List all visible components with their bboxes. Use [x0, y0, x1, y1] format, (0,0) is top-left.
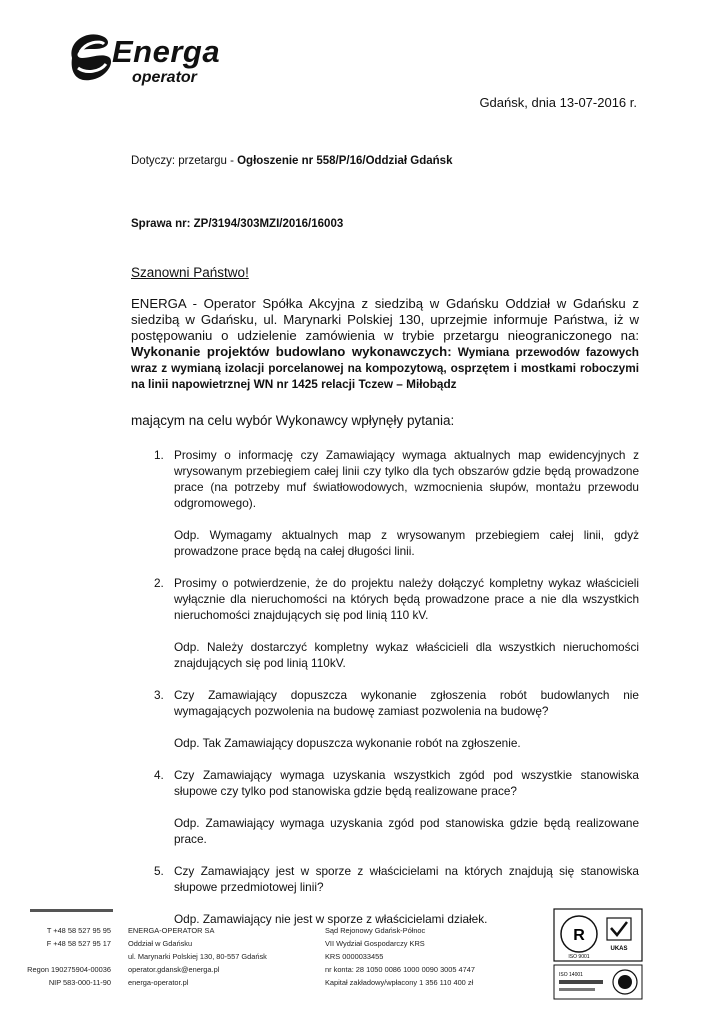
- cert-label-iso14001: ISO 14001: [559, 972, 583, 978]
- footer-capital: Kapitał zakładowy/wpłacony 1 356 110 400 zł: [325, 978, 474, 987]
- footer-branch: Oddział w Gdańsku: [128, 939, 193, 948]
- footer-website[interactable]: energa-operator.pl: [128, 978, 189, 987]
- question-number: 1.: [154, 448, 164, 462]
- answer-text: Odp. Tak Zamawiający dopuszcza wykonanie robót na zgłoszenie.: [174, 736, 521, 750]
- certification-badges: [553, 908, 643, 1000]
- tender-title-lead: Wykonanie projektów budowlano wykonawczych:: [131, 344, 452, 359]
- footer-company-column: [128, 924, 267, 989]
- answer-text: Odp. Wymagamy aktualnych map z wrysowanym przebiegiem całej linii, gdyż prowadzone prace będą na całej długości linii.: [174, 528, 639, 558]
- energa-logo: [66, 28, 246, 92]
- cert-label-ukas: UKAS: [610, 946, 628, 952]
- question-item: [154, 687, 639, 751]
- energa-swirl-icon: [66, 28, 114, 86]
- question-text: Czy Zamawiający wymaga uzyskania wszystkich zgód pod wszystkie stanowiska słupowe czy tylko pod stanowiska gdzie będą realizowane prace?: [174, 768, 639, 798]
- greeting: Szanowni Państwo!: [131, 265, 249, 280]
- tender-title-rest: Wymiana przewodów fazowych wraz z wymianą izolacji porcelanowej na kompozytową, osprzętem i mostkami roboczymi na linii napowietrznej WN nr 1425 relacji Tczew – Miłobądz: [131, 345, 639, 391]
- intro-text: ENERGA - Operator Spółka Akcyjna z siedzibą w Gdańsku Oddział w Gdańsku z siedzibą w Gdańsku, ul. Marynarki Polskiej 130, uprzejmie informuje Państwa, iż w postępowaniu o udzielenie zamówienia w trybie przetargu nieograniczonego na:: [131, 296, 639, 343]
- question-item: [154, 767, 639, 847]
- subject-value: Ogłoszenie nr 558/P/16/Oddział Gdańsk: [237, 155, 453, 167]
- question-number: 4.: [154, 768, 164, 782]
- footer-division: VII Wydział Gospodarczy KRS: [325, 939, 425, 948]
- logo-brand: Energa: [112, 34, 221, 69]
- logo-subtitle: operator: [132, 69, 197, 86]
- question-text: Prosimy o potwierdzenie, że do projektu należy dołączyć kompletny wykaz właścicieli wyłącznie dla nieruchomości na których będą prowadzone prace a nie dla wszystkich nieruchomości znajdujących się pod linią 110 kV.: [174, 576, 639, 622]
- footer-account: nr konta: 28 1050 0086 1000 0090 3005 4747: [325, 965, 475, 974]
- question-text: Prosimy o informację czy Zamawiający wymaga aktualnych map ewidencyjnych z wrysowanym przebiegiem całej linii czy tylko dla tych obszarów gdzie będą prowadzone prace (na potrzeby muf światłowodowych, wzmocnienia słupów, montażu przewodu odgromowego).: [174, 448, 639, 510]
- footer-contact-column: [0, 924, 111, 989]
- question-text: Czy Zamawiający jest w sporze z właścicielami na których znajdują się stanowiska słupowe przedmiotowej linii?: [174, 864, 639, 894]
- footer-company-name: ENERGA-OPERATOR SA: [128, 926, 215, 935]
- subject-label: Dotyczy: przetargu -: [131, 155, 238, 167]
- footer-spacer: [0, 950, 111, 963]
- footer-fax: F +48 58 527 95 17: [46, 939, 111, 948]
- question-item: [154, 447, 639, 559]
- case-number: Sprawa nr: ZP/3194/303MZI/2016/16003: [131, 218, 344, 230]
- question-text: Czy Zamawiający dopuszcza wykonanie zgłoszenia robót budowlanych nie wymagających pozwolenia na budowę zamiast pozwolenia na budowę?: [174, 688, 639, 718]
- answer-text: Odp. Zamawiający wymaga uzyskania zgód pod stanowiska gdzie będą realizowane prace.: [174, 816, 639, 846]
- question-item: [154, 575, 639, 671]
- question-number: 5.: [154, 864, 164, 878]
- footer-address: ul. Marynarki Polskiej 130, 80-557 Gdańsk: [128, 952, 267, 961]
- footer-krs: KRS 0000033455: [325, 952, 384, 961]
- answer-text: Odp. Zamawiający nie jest w sporze z właścicielami działek.: [174, 912, 488, 926]
- footer-regon: Regon 190275904-00036: [27, 965, 111, 974]
- footer-nip: NIP 583-000-11-90: [48, 978, 111, 987]
- footer-court: Sąd Rejonowy Gdańsk-Północ: [325, 926, 426, 935]
- questions-intro: mającym na celu wybór Wykonawcy wpłynęły pytania:: [131, 413, 455, 428]
- intro-paragraph: [131, 296, 639, 392]
- question-number: 2.: [154, 576, 164, 590]
- footer-rule: [30, 909, 113, 912]
- footer-phone: T +48 58 527 95 95: [46, 926, 111, 935]
- cert-label-iso9001: ISO 9001: [568, 954, 590, 960]
- letter-date: Gdańsk, dnia 13-07-2016 r.: [479, 95, 637, 110]
- question-list: [154, 447, 639, 927]
- answer-text: Odp. Należy dostarczyć kompletny wykaz właścicieli dla wszystkich nieruchomości znajdujących się pod linią 110kV.: [174, 640, 639, 670]
- footer-legal-column: [325, 924, 475, 989]
- svg-text:R: R: [573, 927, 585, 944]
- question-number: 3.: [154, 688, 164, 702]
- footer-email[interactable]: operator.gdansk@energa.pl: [128, 965, 220, 974]
- subject-line: [131, 155, 452, 167]
